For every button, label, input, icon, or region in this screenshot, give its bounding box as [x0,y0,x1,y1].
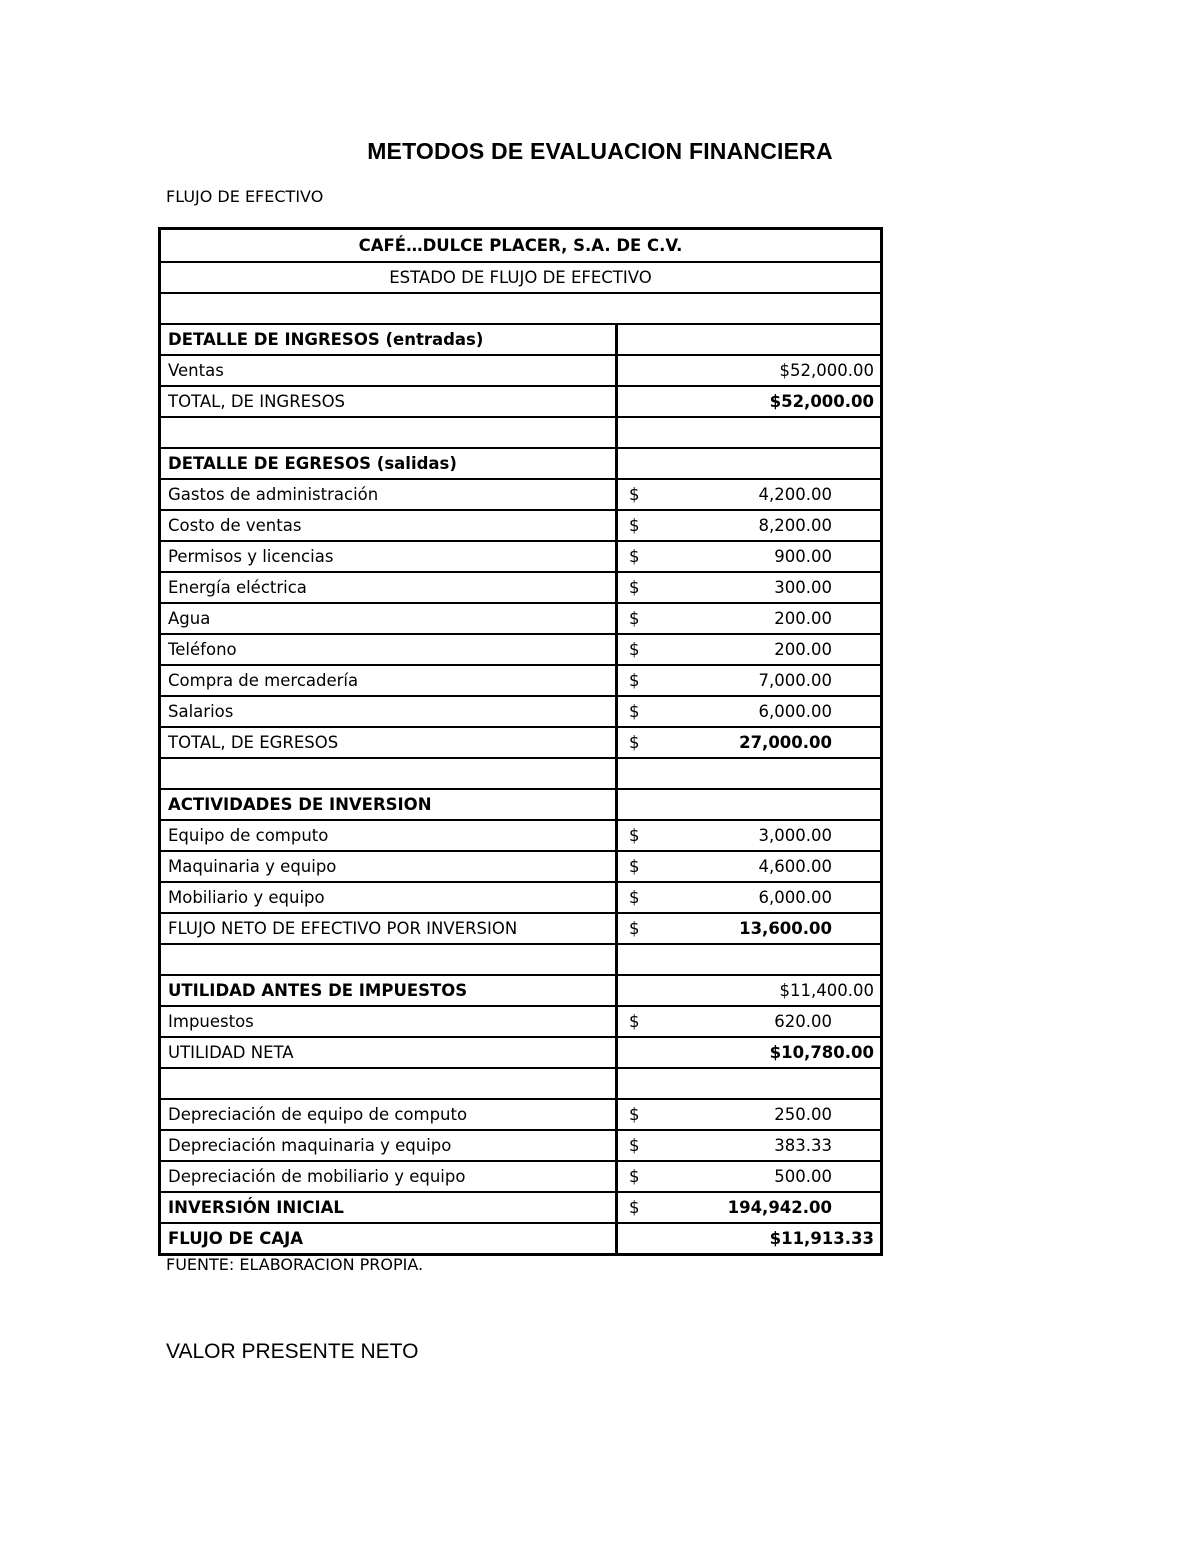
report-title: ESTADO DE FLUJO DE EFECTIVO [389,268,652,287]
row-value-cell [618,1007,880,1036]
row-label [161,1069,618,1098]
row-value-cell [618,449,880,478]
table-row [161,540,880,571]
currency-symbol: $ [629,609,640,628]
table-row [161,1098,880,1129]
table-row [161,788,880,819]
currency-symbol: $ [629,702,640,721]
table-row [161,1222,880,1253]
row-label: Permisos y licencias [161,542,618,571]
blank-header-row [161,292,880,323]
table-row [161,695,880,726]
row-value-cell [618,387,880,416]
row-value-cell [618,790,880,819]
row-amount: 250.00 [774,1105,832,1124]
currency-symbol: $ [629,640,640,659]
currency-symbol: $ [629,671,640,690]
table-row [161,726,880,757]
row-amount: 27,000.00 [739,733,832,752]
row-label: Impuestos [161,1007,618,1036]
row-amount: 194,942.00 [727,1198,832,1217]
currency-symbol: $ [629,547,640,566]
table-row [161,323,880,354]
row-label: UTILIDAD ANTES DE IMPUESTOS [161,976,618,1005]
row-value-cell [618,1069,880,1098]
row-value-cell [618,418,880,447]
row-value-cell [618,542,880,571]
table-row [161,1129,880,1160]
row-value-cell [618,883,880,912]
cash-flow-statement-table [158,227,883,1256]
row-value-cell [618,945,880,974]
row-amount: 900.00 [774,547,832,566]
row-amount: $11,913.33 [769,1229,874,1248]
row-amount: 200.00 [774,609,832,628]
row-label [161,418,618,447]
row-label: FLUJO DE CAJA [161,1224,618,1253]
table-row [161,416,880,447]
table-row [161,881,880,912]
row-amount: 200.00 [774,640,832,659]
row-value-cell [618,604,880,633]
table-row [161,509,880,540]
row-label: Energía eléctrica [161,573,618,602]
row-label [161,759,618,788]
source-note: FUENTE: ELABORACION PROPIA. [166,1255,424,1274]
row-amount: 620.00 [774,1012,832,1031]
row-amount: $11,400.00 [779,981,874,1000]
row-amount: 383.33 [774,1136,832,1155]
currency-symbol: $ [629,1198,640,1217]
table-row [161,1005,880,1036]
row-amount: 13,600.00 [739,919,832,938]
row-label: Gastos de administración [161,480,618,509]
row-label: Depreciación de equipo de computo [161,1100,618,1129]
row-label: FLUJO NETO DE EFECTIVO POR INVERSION [161,914,618,943]
row-value-cell [618,480,880,509]
row-amount: 6,000.00 [758,702,832,721]
row-amount: $10,780.00 [769,1043,874,1062]
currency-symbol: $ [629,1012,640,1031]
row-label: Depreciación maquinaria y equipo [161,1131,618,1160]
document-title: METODOS DE EVALUACION FINANCIERA [367,138,833,164]
table-row [161,664,880,695]
row-value-cell [618,1224,880,1253]
row-label: Mobiliario y equipo [161,883,618,912]
table-row [161,757,880,788]
row-amount: 3,000.00 [758,826,832,845]
row-value-cell [618,1131,880,1160]
row-label: Depreciación de mobiliario y equipo [161,1162,618,1191]
row-label [161,945,618,974]
table-row [161,1191,880,1222]
row-amount: 7,000.00 [758,671,832,690]
currency-symbol: $ [629,857,640,876]
row-label: UTILIDAD NETA [161,1038,618,1067]
row-label: TOTAL, DE INGRESOS [161,387,618,416]
row-amount: $52,000.00 [779,361,874,380]
table-row [161,1067,880,1098]
row-label: TOTAL, DE EGRESOS [161,728,618,757]
row-value-cell [618,1100,880,1129]
table-row [161,633,880,664]
currency-symbol: $ [629,1136,640,1155]
row-value-cell [618,821,880,850]
next-section-heading: VALOR PRESENTE NETO [166,1340,419,1363]
row-amount: 500.00 [774,1167,832,1186]
table-row [161,974,880,1005]
table-row [161,819,880,850]
row-label: Salarios [161,697,618,726]
table-row [161,1160,880,1191]
row-value-cell [618,666,880,695]
section-subtitle: FLUJO DE EFECTIVO [166,187,324,206]
row-value-cell [618,914,880,943]
row-value-cell [618,1038,880,1067]
row-amount: 4,200.00 [758,485,832,504]
row-label: Agua [161,604,618,633]
currency-symbol: $ [629,516,640,535]
blank-cell [161,294,880,323]
row-value-cell [618,759,880,788]
row-value-cell [618,976,880,1005]
row-label: Maquinaria y equipo [161,852,618,881]
table-row [161,850,880,881]
currency-symbol: $ [629,1105,640,1124]
row-value-cell [618,852,880,881]
row-value-cell [618,356,880,385]
table-row [161,385,880,416]
currency-symbol: $ [629,485,640,504]
row-value-cell [618,635,880,664]
row-value-cell [618,1193,880,1222]
currency-symbol: $ [629,919,640,938]
row-value-cell [618,573,880,602]
row-label: Teléfono [161,635,618,664]
table-row [161,447,880,478]
row-amount: 4,600.00 [758,857,832,876]
row-label: Equipo de computo [161,821,618,850]
statement-rows [161,323,880,1253]
report-title-row [161,261,880,292]
row-value-cell [618,728,880,757]
table-row [161,1036,880,1067]
company-name: CAFÉ…DULCE PLACER, S.A. DE C.V. [358,236,683,255]
currency-symbol: $ [629,826,640,845]
table-row [161,354,880,385]
row-label: DETALLE DE INGRESOS (entradas) [161,325,618,354]
row-label: ACTIVIDADES DE INVERSION [161,790,618,819]
currency-symbol: $ [629,888,640,907]
row-amount: 8,200.00 [758,516,832,535]
table-row [161,478,880,509]
row-amount: 300.00 [774,578,832,597]
table-row [161,602,880,633]
table-row [161,571,880,602]
row-amount: 6,000.00 [758,888,832,907]
currency-symbol: $ [629,1167,640,1186]
row-value-cell [618,325,880,354]
row-label: INVERSIÓN INICIAL [161,1193,618,1222]
row-label: Ventas [161,356,618,385]
row-label: Costo de ventas [161,511,618,540]
row-label: Compra de mercadería [161,666,618,695]
row-value-cell [618,697,880,726]
table-row [161,912,880,943]
row-label: DETALLE DE EGRESOS (salidas) [161,449,618,478]
currency-symbol: $ [629,578,640,597]
company-name-row [161,230,880,261]
row-value-cell [618,1162,880,1191]
row-amount: $52,000.00 [769,392,874,411]
currency-symbol: $ [629,733,640,752]
row-value-cell [618,511,880,540]
table-row [161,943,880,974]
